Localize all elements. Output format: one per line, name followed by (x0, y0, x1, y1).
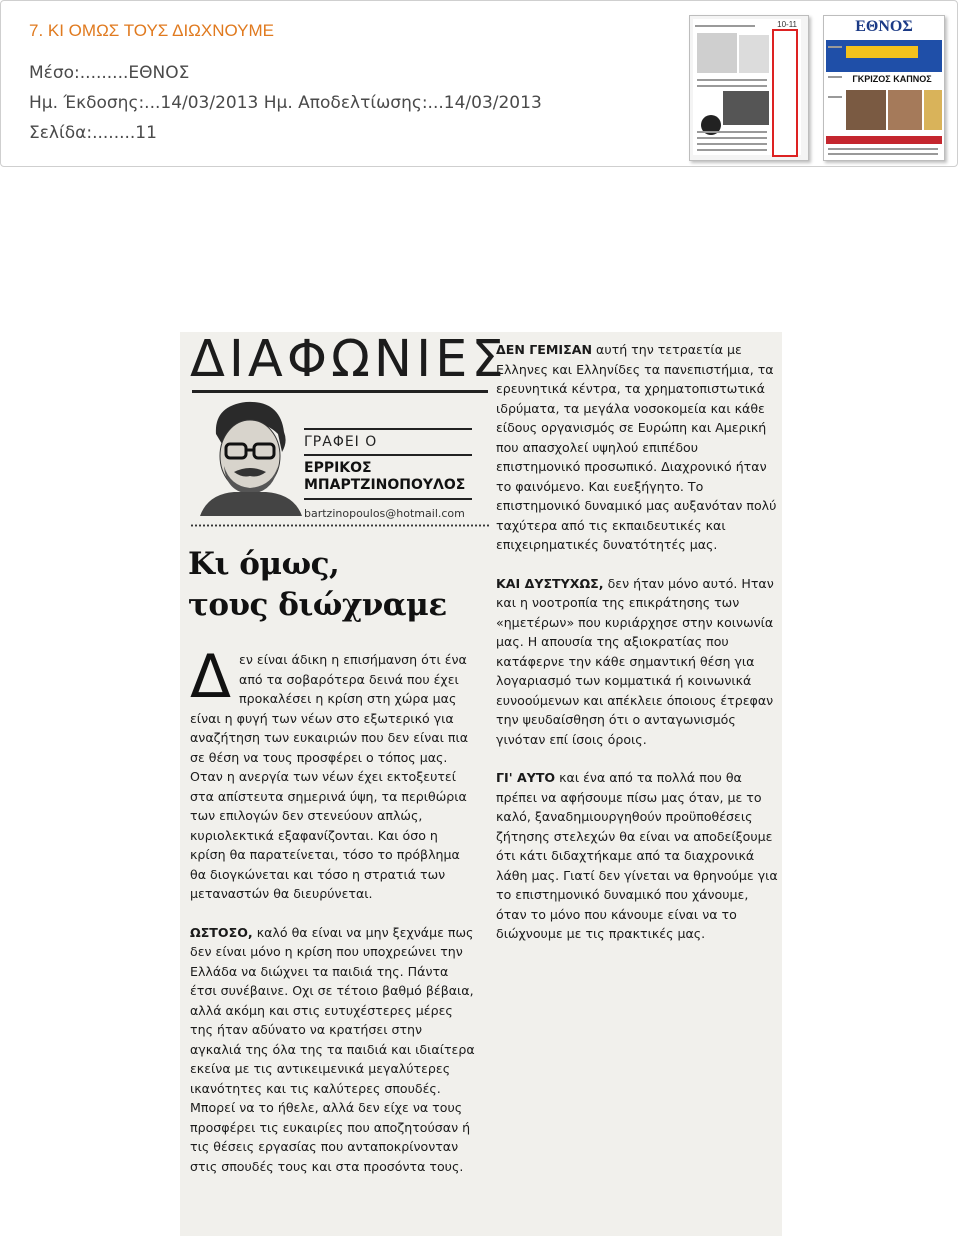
paragraph-3-text: αυτή την τετραετία με Ελληνες και Ελληνίδες τα πανεπιστήμια, τα ερευνητικά κέντρα, τα χρηματοπιστωτικά ιδρύματα, τα μεγάλα νοσοκομεία και κάθε είδους οργανισμός σε Ευρώπη και Αμερική που απασχολεί υψηλού επιπέδου επιστημονικό προσωπικό. Διαχρονικό ήταν το φαινόμενο. Και ευεξήγητο. Το επιστημονικό δυναμικό μας αυξανόταν πολύ ταχύτερα από τις εκπαιδευτικές και επιχειρηματικές δυνατότητές μας. (496, 342, 777, 552)
cover-logo: ΕΘΝΟΣ (824, 16, 944, 38)
byline-rule-2 (304, 454, 472, 456)
byline-rule (304, 428, 472, 430)
article-column-left (190, 642, 475, 1195)
article-highlight-frame (772, 29, 798, 157)
author-last-name: ΜΠΑΡΤΖΙΝΟΠΟΥΛΟΣ (304, 477, 466, 493)
article-paragraph-1 (190, 642, 475, 904)
article-paragraph-3 (496, 340, 778, 555)
paragraph-5-lead: ΓΙ' ΑΥΤΟ (496, 770, 556, 785)
paragraph-5-text: και ένα από τα πολλά που θα πρέπει να αφήσουμε πίσω μας όταν, με το καλό, ξαναδημιουργηθούν προϋποθέσεις ζήτησης στελεχών θα είναι να αποδείξουμε ότι κάτι διδαχτήκαμε από τα διαχρονικά λάθη μας. Γιατί δεν γίνεται να θρηνούμε για το επιστημονικό δυναμικό που χάνουμε, όταν το μόνο που κάνουμε είναι να το διώχνουμε με τις πρακτικές μας. (496, 770, 778, 941)
article-headline (188, 544, 488, 626)
column-title-rule (192, 390, 488, 393)
cover-headline: ΓΚΡΙΖΟΣ ΚΑΠΝΟΣ (844, 72, 940, 86)
column-title: ΔΙΑΦΩΝΙΕΣ (190, 332, 508, 389)
headline-line-2: τους διώχναμε (188, 587, 447, 623)
paragraph-2-text: καλό θα είναι να μην ξεχνάμε πως δεν είναι μόνο η κρίση που υποχρεώνει την Ελλάδα να διώχνει τα παιδιά της. Πάντα έτσι συνέβαινε. Οχι σε τέτοιο βαθμό βέβαια, αλλά ακόμη και στις ευτυχέστερες μέρες της ήταν αδύνατο να κρατήσει στην αγκαλιά της όλα της τα παιδιά και ιδιαίτερα εκείνα με τις αντικειμενικά μεγαλύτερες ικανότητες και τις καλύτερες σπουδές. Μπορεί να το ήθελε, αλλά δεν είχε να τους προσφέρει τις ευκαιρίες που αποζητούσαν ή τις θέσεις εργασίας που ανταποκρίνονταν στις σπουδές τους και στα προσόντα τους. (190, 924, 475, 1174)
paragraph-1-text: εν είναι άδικη η επισήμανση ότι ένα από τα σοβαρότερα δεινά που έχει προκαλέσει η κρίση στη χώρα μας είναι η φυγή των νέων στο εξωτερικό για αναζήτηση των ευκαιριών που δεν είναι πια σε θέση να τους προσφέρει ο τόπος μας. Οταν η ανεργία των νέων έχει εκτοξευτεί στα απίστευτα σημερινά ύψη, τα περιθώρια των επιλογών δεν στενεύουν απλώς, κυριολεκτικά εξαφανίζονται. Και όσο η κρίση θα παρατείνεται, τόσο το πρόβλημα θα διογκώνεται και τόσο η στρατιά των μεταναστών θα διευρύνεται. (190, 652, 469, 901)
cover-photo-2 (888, 90, 922, 130)
dotted-separator (190, 524, 490, 527)
cover-photo-1 (846, 90, 886, 130)
cover-thumbnail[interactable] (823, 15, 945, 161)
author-first-name: ΕΡΡΙΚΟΣ (304, 460, 372, 476)
author-portrait-icon (194, 394, 306, 516)
page-thumbnail[interactable] (689, 15, 809, 161)
paragraph-2-lead: ΩΣΤΟΣΟ, (190, 924, 253, 940)
byline (304, 428, 472, 520)
clipping-title: 7. ΚΙ ΟΜΩΣ ΤΟΥΣ ΔΙΩΧΝΟΥΜΕ (29, 21, 275, 40)
paragraph-4-text: δεν ήταν μόνο αυτό. Ηταν και η νοοτροπία της επικράτησης των «ημετέρων» που κυριάρχησε στην κοινωνία μας. Η απουσία της αξιοκρατίας που κατάφερνε την κάθε σημαντική θέση για λογαριασμό των κομματικά ή κοινωνικά ευνοούμενων και απέκλειε όποιους έτρεφαν την ψευδαίσθηση ότι ο ανταγωνισμός γινόταν επί ίσοις όροις. (496, 575, 774, 747)
article-paragraph-2 (190, 923, 475, 1177)
page-thumbnail-number: 10-11 (777, 20, 797, 29)
article-column-right (496, 340, 778, 963)
byline-label: ΓΡΑΦΕΙ Ο (304, 434, 378, 450)
paragraph-3-lead: ΔΕΝ ΓΕΜΙΣΑΝ (496, 342, 593, 357)
paragraph-4-lead: ΚΑΙ ΔΥΣΤΥΧΩΣ, (496, 575, 604, 591)
cover-red-strip (826, 136, 942, 144)
article-paragraph-4 (496, 574, 778, 750)
article-clipping (180, 332, 782, 1236)
cover-photo-3 (924, 90, 942, 130)
byline-rule-3 (304, 498, 472, 500)
author-email[interactable]: bartzinopoulos@hotmail.com (304, 507, 465, 520)
headline-line-1: Κι όμως, (188, 546, 340, 582)
cover-banner-highlight (846, 46, 918, 58)
dates-line: Ημ. Έκδοσης:...14/03/2013 Ημ. Αποδελτίωσης:...14/03/2013 (29, 93, 542, 113)
drop-cap: Δ (190, 642, 232, 712)
page-thumbnail-sheet (693, 19, 801, 155)
article-paragraph-5 (496, 768, 778, 944)
page-line: Σελίδα:........11 (29, 123, 157, 143)
clipping-header (0, 0, 958, 167)
medium-line: Μέσο:.........ΕΘΝΟΣ (29, 63, 190, 83)
